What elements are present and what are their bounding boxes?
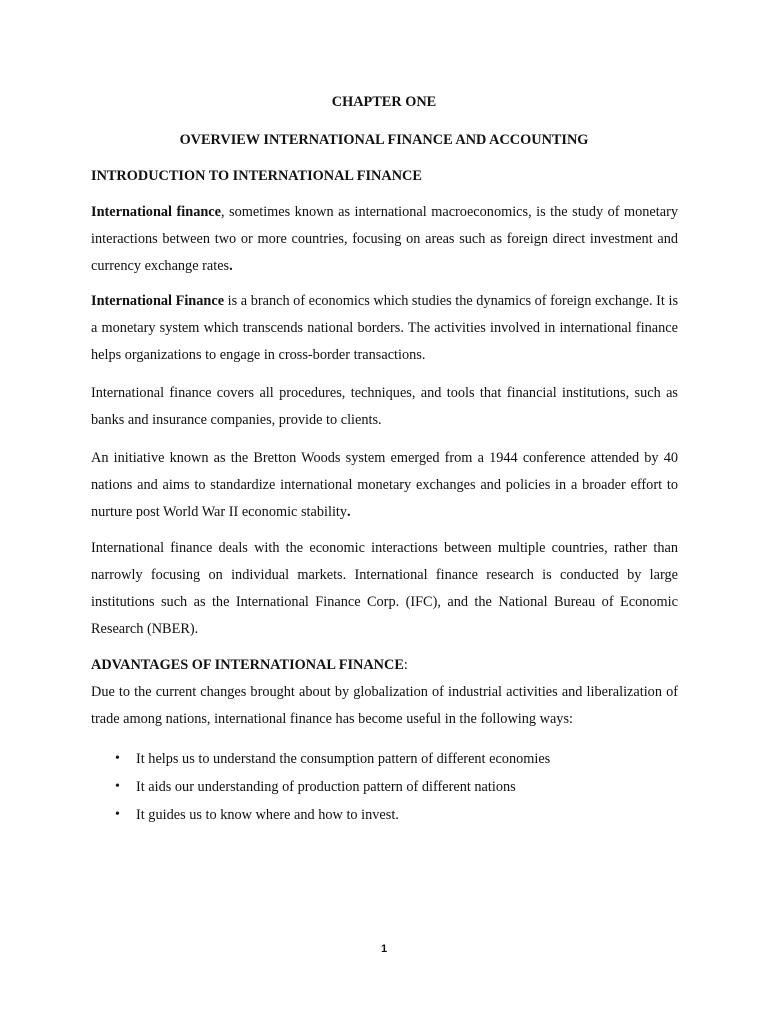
paragraph-text: is a branch of economics which studies the dynamics of foreign exchange. It is a monetary system which transcends national borders. The activities involved in international finance helps organizations to engage in cross-border transactions. [91,293,679,363]
paragraph-text: An initiative known as the Bretton Woods system emerged from a 1944 conference attended by 40 nations and aims to standardize international monetary exchanges and policies in a broader effort to nurture post World War II economic stability [91,450,678,520]
paragraph-economic-interactions: International finance deals with the economic interactions between multiple countries, rather than narrowly focusing on individual markets. International finance research is conducted by large institutions such as the International Finance Corp. (IFC), and the National Bureau of Economic Research (NBER). [91,540,678,637]
list-item-text: It helps us to understand the consumption pattern of different economies [136,751,551,767]
list-item-text: It guides us to know where and how to invest. [136,807,399,823]
paragraph-lead-term: International finance [91,204,221,220]
list-item [91,745,678,773]
advantages-heading-colon: : [403,657,408,673]
paragraph-procedures-tools: International finance covers all procedures, techniques, and tools that financial institutions, such as banks and insurance companies, provide to clients. [91,385,678,428]
paragraph-end-mark: . [347,504,351,520]
paragraph-bretton-woods [91,445,678,526]
bullet-icon: • [115,779,120,794]
paragraph-international-finance-definition [91,199,678,280]
paragraph-advantages-intro: Due to the current changes brought about by globalization of industrial activities and liberalization of trade among nations, international finance has become useful in the following ways: [91,684,678,727]
advantages-heading [91,657,408,674]
list-item [91,801,678,829]
paragraph-text: , sometimes known as international macroeconomics, is the study of monetary interactions between two or more countries, focusing on areas such as foreign direct investment and currency exchange rates [91,204,678,274]
chapter-subtitle: OVERVIEW INTERNATIONAL FINANCE AND ACCOUNTING [179,132,589,148]
intro-heading: INTRODUCTION TO INTERNATIONAL FINANCE [91,168,422,184]
paragraph-lead-term: International Finance [91,293,225,309]
paragraph-end-mark: . [229,258,233,274]
bullet-icon: • [115,751,120,766]
list-item-text: It aids our understanding of production pattern of different nations [136,779,516,795]
list-item [91,773,678,801]
bullet-icon: • [115,807,120,822]
advantages-heading-text: ADVANTAGES OF INTERNATIONAL FINANCE [91,657,404,673]
page-number: 1 [380,943,388,955]
paragraph-international-finance-branch [91,288,678,369]
chapter-title: CHAPTER ONE [331,94,437,110]
advantages-list [91,745,678,829]
